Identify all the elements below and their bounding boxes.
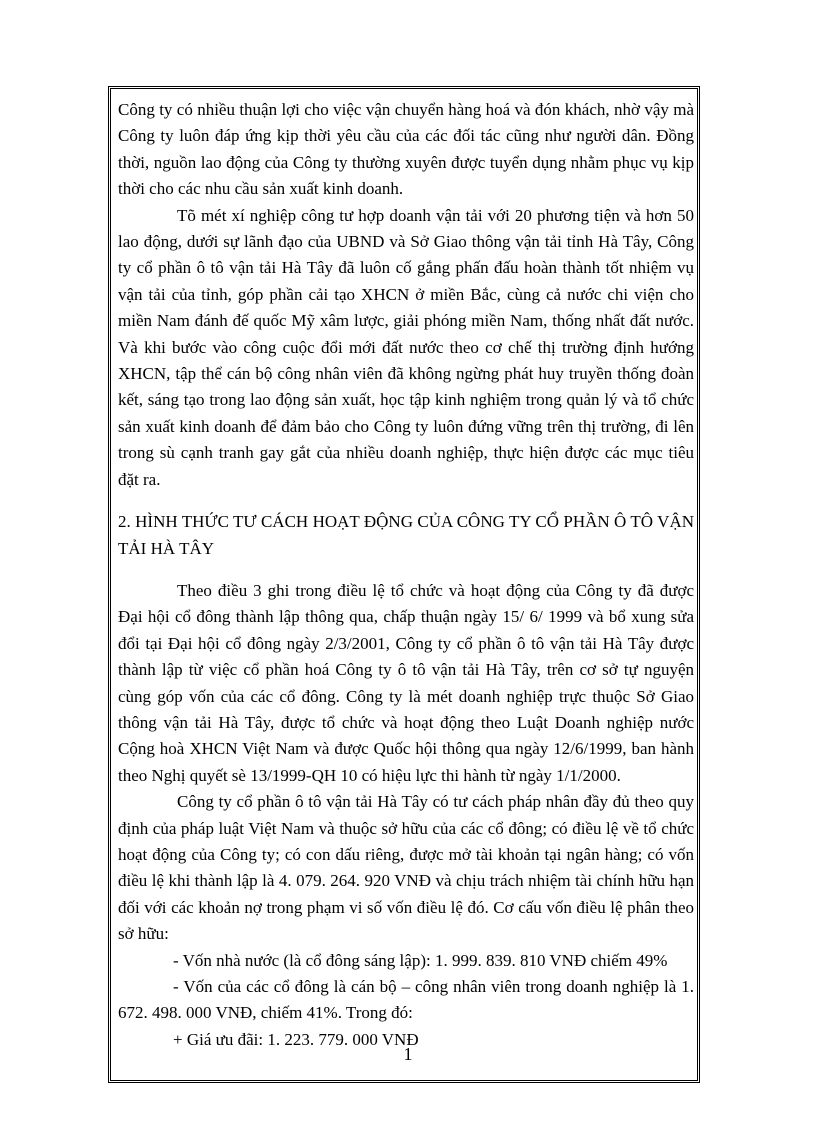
- bullet-employee-capital: - Vốn của các cổ đông là cán bộ – công nhân viên trong doanh nghiệp là 1. 672. 498. 000 VNĐ, chiếm 41%. Trong đó:: [118, 977, 694, 1023]
- page-number: 1: [403, 1044, 413, 1064]
- bullet-state-capital: - Vốn nhà nước (là cổ đông sáng lập): 1. 999. 839. 810 VNĐ chiếm 49%: [173, 950, 668, 970]
- paragraph-transport-advantages: Công ty có nhiều thuận lợi cho việc vận chuyển hàng hoá và đón khách, nhờ vậy mà Công ty luôn đáp ứng kịp thời yêu cầu của các đối tác cũng như người dân. Đồng thời, nguồn lao động của Công ty thường xuyên được tuyển dụng nhằm phục vụ kịp thời cho các nhu cầu sản xuất kinh doanh.: [118, 100, 694, 199]
- bullet-preferential-price: + Giá ưu đãi: 1. 223. 779. 000 VNĐ: [173, 1029, 419, 1049]
- document-body: [118, 97, 694, 1053]
- paragraph-company-history: Tõ mét xí nghiệp công tư hợp doanh vận tải với 20 phương tiện và hơn 50 lao động, dưới sự lãnh đạo của UBND và Sở Giao thông vận tải tỉnh Hà Tây, Công ty cổ phần ô tô vận tải Hà Tây đã luôn cố gắng phấn đấu hoàn thành tốt nhiệm vụ vận tải của tỉnh, góp phần cải tạo XHCN ở miền Bắc, cùng cả nước chi viện cho miền Nam đánh đế quốc Mỹ xâm lược, giải phóng miền Nam, thống nhất đất nước. Và khi bước vào công cuộc đổi mới đất nước theo cơ chế thị trường định hướng XHCN, tập thể cán bộ công nhân viên đã không ngừng phát huy truyền thống đoàn kết, sáng tạo trong lao động sản xuất, học tập kinh nghiệm trong quản lý và tổ chức sản xuất kinh doanh để đảm bảo cho Công ty luôn đứng vững trên thị trường, đi lên trong sù cạnh tranh gay gắt của nhiều doanh nghiệp, thực hiện được các mục tiêu đặt ra.: [118, 205, 694, 489]
- paragraph-legal-status: Công ty cổ phần ô tô vận tải Hà Tây có tư cách pháp nhân đầy đủ theo quy định của pháp luật Việt Nam và thuộc sở hữu của các cổ đông; có điều lệ về tổ chức hoạt động của Công ty; có con dấu riêng, được mở tài khoản tại ngân hàng; có vốn điều lệ khi thành lập là 4. 079. 264. 920 VNĐ và chịu trách nhiệm tài chính hữu hạn đối với các khoản nợ trong phạm vi số vốn điều lệ đó. Cơ cấu vốn điều lệ phân theo sở hữu:: [118, 792, 694, 944]
- section-heading: 2. HÌNH THỨC TƯ CÁCH HOẠT ĐỘNG CỦA CÔNG TY CỔ PHẦN Ô TÔ VẬN TẢI HÀ TÂY: [118, 512, 694, 558]
- paragraph-charter: Theo điều 3 ghi trong điều lệ tổ chức và hoạt động của Công ty đã được Đại hội cổ đông thành lập thông qua, chấp thuận ngày 15/ 6/ 1999 và bổ xung sửa đổi tại Đại hội cổ đông ngày 2/3/2001, Công ty cổ phần ô tô vận tải Hà Tây được thành lập từ việc cổ phần hoá Công ty ô tô vận tải Hà Tây, trên cơ sở tự nguyện cùng góp vốn của các cổ đông. Công ty là mét doanh nghiệp trực thuộc Sở Giao thông vận tải Hà Tây, được tổ chức và hoạt động theo Luật Doanh nghiệp nước Cộng hoà XHCN Việt Nam và được Quốc hội thông qua ngày 12/6/1999, ban hành theo Nghị quyết sè 13/1999-QH 10 có hiệu lực thi hành từ ngày 1/1/2000.: [118, 580, 694, 785]
